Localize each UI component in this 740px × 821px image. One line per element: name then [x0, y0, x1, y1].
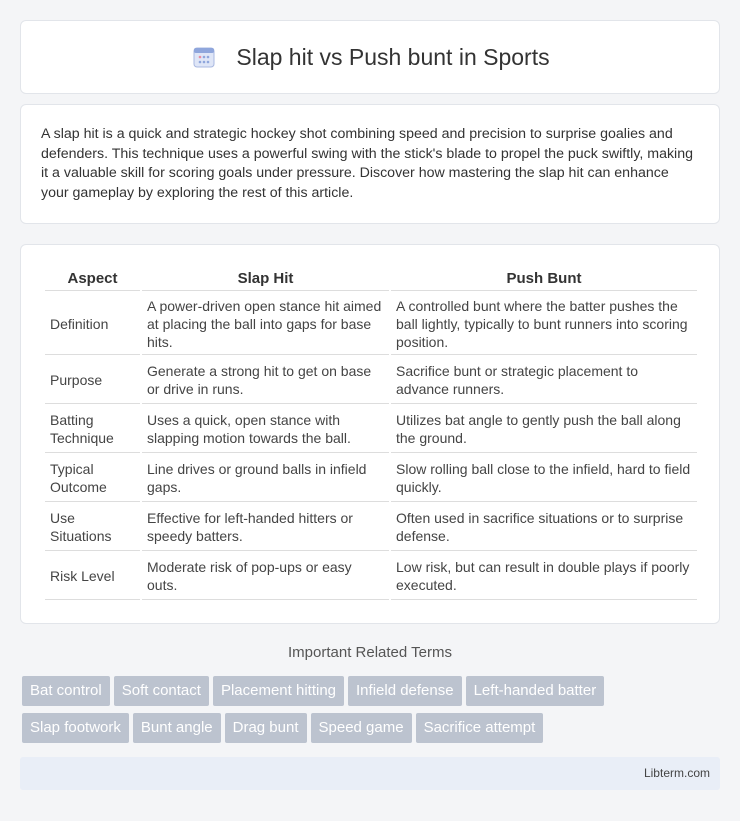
aspect-cell: Purpose: [45, 357, 140, 404]
related-terms-title: Important Related Terms: [288, 644, 452, 661]
tag-infield-defense[interactable]: Infield defense: [348, 676, 462, 706]
footer-brand[interactable]: Libterm.com: [643, 766, 710, 780]
aspect-cell: Typical Outcome: [45, 455, 140, 502]
comparison-table: [43, 265, 699, 602]
aspect-cell: Use Situations: [45, 504, 140, 551]
calendar-icon: [190, 43, 218, 71]
aspect-cell: Definition: [45, 293, 140, 355]
comparison-table-card: [20, 244, 720, 624]
table-row: [45, 293, 697, 355]
tag-slap-footwork[interactable]: Slap footwork: [22, 713, 129, 743]
header-aspect: Aspect: [45, 267, 140, 291]
push-bunt-cell: Often used in sacrifice situations or to surprise defense.: [391, 504, 697, 551]
table-row: [45, 504, 697, 551]
tag-placement-hitting[interactable]: Placement hitting: [213, 676, 344, 706]
tag-sacrifice-attempt[interactable]: Sacrifice attempt: [416, 713, 544, 743]
intro-text: A slap hit is a quick and strategic hockey shot combining speed and precision to surprise goalies and defenders. This technique uses a powerful swing with the stick's blade to propel the puck swiftly, making it a valuable skill for scoring goals under pressure. Discover how mastering the slap hit can enhance your gameplay by exploring the rest of this article.: [41, 126, 693, 201]
tag-bat-control[interactable]: Bat control: [22, 676, 110, 706]
aspect-cell: Risk Level: [45, 553, 140, 600]
footer: [20, 757, 720, 790]
table-row: [45, 553, 697, 600]
slap-hit-cell: A power-driven open stance hit aimed at placing the ball into gaps for base hits.: [142, 293, 389, 355]
push-bunt-cell: Low risk, but can result in double plays if poorly executed.: [391, 553, 697, 600]
intro-card: [20, 104, 720, 224]
tag-drag-bunt[interactable]: Drag bunt: [225, 713, 307, 743]
header-card: [20, 20, 720, 94]
tag-soft-contact[interactable]: Soft contact: [114, 676, 209, 706]
header-push-bunt: Push Bunt: [391, 267, 697, 291]
push-bunt-cell: Slow rolling ball close to the infield, hard to field quickly.: [391, 455, 697, 502]
aspect-cell: Batting Technique: [45, 406, 140, 453]
related-terms-tags: [22, 676, 722, 750]
page-title: Slap hit vs Push bunt in Sports: [236, 43, 550, 70]
push-bunt-cell: Sacrifice bunt or strategic placement to advance runners.: [391, 357, 697, 404]
slap-hit-cell: Moderate risk of pop-ups or easy outs.: [142, 553, 389, 600]
table-header-row: [45, 267, 697, 291]
slap-hit-cell: Uses a quick, open stance with slapping motion towards the ball.: [142, 406, 389, 453]
push-bunt-cell: Utilizes bat angle to gently push the ball along the ground.: [391, 406, 697, 453]
slap-hit-cell: Line drives or ground balls in infield gaps.: [142, 455, 389, 502]
table-row: [45, 455, 697, 502]
tag-bunt-angle[interactable]: Bunt angle: [133, 713, 221, 743]
tag-speed-game[interactable]: Speed game: [311, 713, 412, 743]
table-row: [45, 406, 697, 453]
header-slap-hit: Slap Hit: [142, 267, 389, 291]
slap-hit-cell: Effective for left-handed hitters or speedy batters.: [142, 504, 389, 551]
push-bunt-cell: A controlled bunt where the batter pushes the ball lightly, typically to bunt runners into scoring position.: [391, 293, 697, 355]
tag-left-handed-batter[interactable]: Left-handed batter: [466, 676, 605, 706]
slap-hit-cell: Generate a strong hit to get on base or drive in runs.: [142, 357, 389, 404]
table-row: [45, 357, 697, 404]
